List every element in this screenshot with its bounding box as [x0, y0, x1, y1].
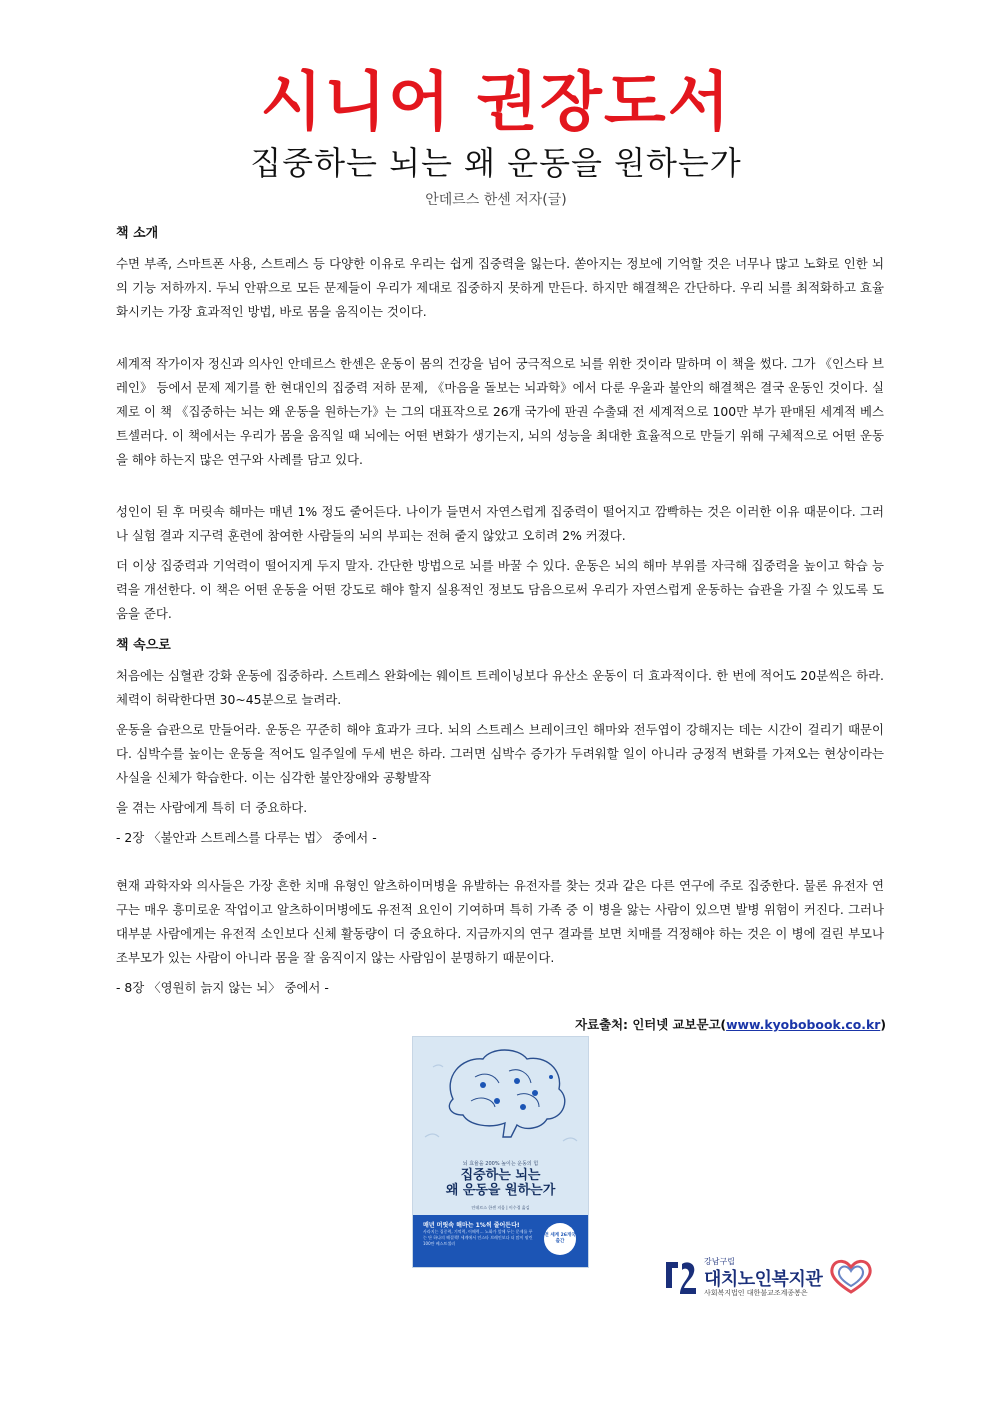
excerpt-citation: - 2장 〈불안과 스트레스를 다루는 법〉 중에서 -: [116, 830, 377, 845]
intro-paragraph: 세계적 작가이자 정신과 의사인 안데르스 한센은 운동이 몸의 건강을 넘어 궁극적으로 뇌를 위한 것이라 말하며 이 책을 썼다. 그가 《인스타 브레인》 등에서 문제 제기를 한 현대인의 집중력 저하 문제, 《마음을 돌보는 뇌과학》에서 다룬 우울과 불안의 해결책은 결국 운동인 것이다. 실제로 이 책 《집중하는 뇌는 왜 운동을 원하는가》는 그의 대표작으로 26개 국가에 판권 수출돼 전 세계적으로 100만 부가 판매된 세계적 베스트셀러다. 이 책에서는 우리가 몸을 움직일 때 뇌에는 어떤 변화가 생기는지, 뇌의 성능을 최대한 효율적으로 만들기 위해 구체적으로 어떤 운동을 해야 하는지 많은 연구와 사례를 담고 있다.: [116, 356, 884, 467]
excerpt-citation: - 8장 〈영원히 늙지 않는 뇌〉 중에서 -: [116, 980, 329, 995]
cover-title-line: 집중하는 뇌는: [460, 1168, 541, 1183]
book-author: 안데르스 한센 저자(글): [425, 192, 567, 208]
article-body: [116, 222, 884, 1006]
intro-heading: 책 소개: [116, 226, 159, 241]
org-name: 대치노인복지관: [704, 1269, 823, 1290]
organization-logo: [662, 1254, 882, 1304]
cover-band: [413, 1215, 588, 1267]
cover-title: [413, 1168, 588, 1198]
brain-illustration: [413, 1037, 588, 1159]
excerpt-paragraph: 을 겪는 사람에게 특히 더 중요하다.: [116, 800, 308, 815]
page-title: 시니어 권장도서: [260, 66, 732, 140]
org-subtitle: 사회복지법인 대한불교조계종봉은: [704, 1289, 808, 1297]
source-credit: [575, 1015, 886, 1033]
excerpt-paragraph: 처음에는 심혈관 강화 운동에 집중하라. 스트레스 완화에는 웨이트 트레이닝보다 유산소 운동이 더 효과적이다. 한 번에 적어도 20분씩은 하라. 체력이 허락한다면 30~45분으로 늘려라.: [116, 668, 884, 707]
cover-band-text: 사라지는 집중력, 기억력, 이해력… 노화가 앞에 두는 문제를 푸는 단 하나의 해결책! 세계에서 인스타 브레인보다 더 많이 팔린 100만 베스트셀러: [423, 1229, 533, 1246]
cover-badge: 전 세계 26개국 출간: [544, 1223, 576, 1255]
book-title: 집중하는 뇌는 왜 운동을 원하는가: [250, 144, 742, 182]
cover-band-headline: 매년 머릿속 해마는 1%씩 줄어든다!: [423, 1222, 520, 1229]
org-small-label: 강남구립: [704, 1257, 735, 1266]
cover-author: 안데르스 한센 지음 | 이수경 옮김: [471, 1205, 530, 1210]
excerpt-paragraph: 운동을 습관으로 만들어라. 운동은 꾸준히 해야 효과가 크다. 뇌의 스트레스 브레이크인 해마와 전두엽이 강해지는 데는 시간이 걸리기 때문이다. 심박수를 높이는 운동을 적어도 일주일에 두세 번은 하라. 그러면 심박수 증가가 두려워할 일이 아니라 긍정적 변화를 가져오는 현상이라는 사실을 신체가 학습한다. 이는 심각한 불안장애와 공황발작: [116, 722, 884, 785]
excerpt-heading: 책 속으로: [116, 638, 171, 653]
excerpt-paragraph: 현재 과학자와 의사들은 가장 흔한 치매 유형인 알츠하이머병을 유발하는 유전자를 찾는 것과 같은 다른 연구에 주로 집중한다. 물론 유전자 연구는 매우 흥미로운 작업이고 알츠하이머병에도 유전적 요인이 기여하며 특히 가족 중 이 병을 앓는 사람이 있으면 발병 위험이 커진다. 그러나 대부분 사람에게는 유전적 소인보다 신체 활동량이 더 중요하다. 지금까지의 연구 결과를 보면 치매를 걱정해야 하는 것은 이 병에 걸린 부모나 조부모가 있는 사람이 아니라 몸을 잘 움직이지 않는 사람임이 분명하기 때문이다.: [116, 878, 884, 965]
intro-paragraph: 더 이상 집중력과 기억력이 떨어지게 두지 말자. 간단한 방법으로 뇌를 바꿀 수 있다. 운동은 뇌의 해마 부위를 자극해 집중력을 높이고 학습 능력을 개선한다. 이 책은 어떤 운동을 어떤 강도로 해야 할지 실용적인 정보도 담음으로써 우리가 자연스럽게 운동하는 습관을 가질 수 있도록 도움을 준다.: [116, 558, 884, 621]
source-suffix: ): [880, 1017, 886, 1032]
org-emblem-icon: [662, 1256, 700, 1298]
intro-paragraph: 성인이 된 후 머릿속 해마는 매년 1% 정도 줄어든다. 나이가 들면서 자연스럽게 집중력이 떨어지고 깜빡하는 것은 이러한 이유 때문이다. 그러나 실험 결과 지구력 훈련에 참여한 사람들의 뇌의 부피는 전혀 줄지 않았고 오히려 2% 커졌다.: [116, 504, 884, 543]
source-prefix: 자료출처: 인터넷 교보문고(: [575, 1017, 727, 1032]
cover-subtitle: 뇌 효율을 200% 높이는 운동의 힘: [462, 1161, 539, 1167]
book-cover-image: [413, 1037, 588, 1267]
intro-paragraph: 수면 부족, 스마트폰 사용, 스트레스 등 다양한 이유로 우리는 쉽게 집중력을 잃는다. 쏟아지는 정보에 기억할 것은 너무나 많고 노화로 인한 뇌의 기능 저하까지. 두뇌 안팎으로 모든 문제들이 우리가 제대로 집중하지 못하게 만든다. 하지만 해결책은 간단하다. 우리 뇌를 최적화하고 효율화시키는 가장 효과적인 방법, 바로 몸을 움직이는 것이다.: [116, 256, 884, 319]
source-link[interactable]: www.kyobobook.co.kr: [726, 1017, 881, 1032]
cover-title-line: 왜 운동을 원하는가: [445, 1183, 556, 1198]
heart-logo-icon: [827, 1256, 875, 1296]
